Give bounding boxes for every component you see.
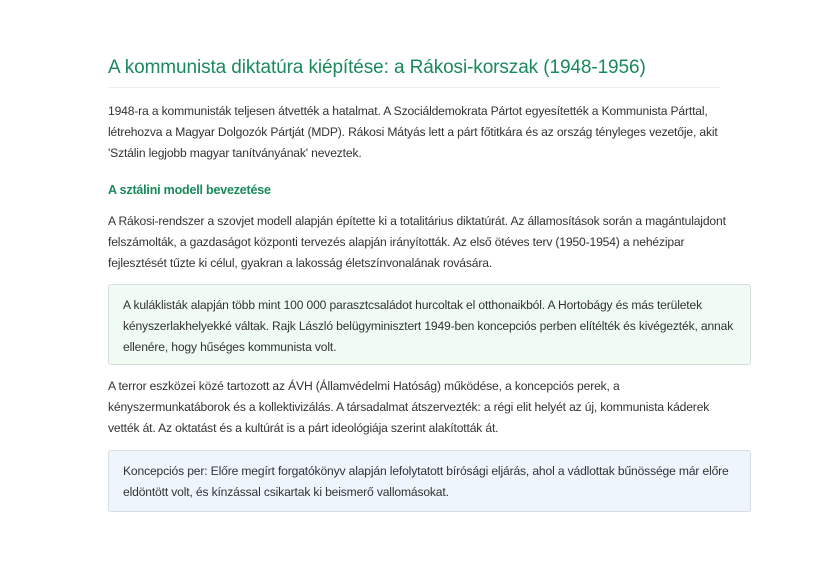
section-paragraph: A Rákosi-rendszer a szovjet modell alapján építette ki a totalitárius diktatúrát. Az államosítások során a magántulajdont felszámolták, a gazdaságot központi tervezés alapján irányították. Az első ötéves terv (1950-1954) a nehézipar fejlesztését tűzte ki célul, gyakran a lakosság életszínvonalának rovására.	[108, 214, 726, 270]
highlight-box: A kuláklisták alapján több mint 100 000 parasztcsaládot hurcoltak el otthonaikból. A Hortobágy és más területek kényszerlakhelyekké váltak. Rajk László belügyminisztert 1949-ben koncepciós perben elítélték és kivégezték, annak ellenére, hogy hűséges kommunista volt.	[108, 284, 751, 365]
terror-paragraph: A terror eszközei közé tartozott az ÁVH (Államvédelmi Hatóság) működése, a koncepciós perek, a kényszermunkatáborok és a kollektivizálás. A társadalmat átszervezték: a régi elit helyét az új, kommunista káderek vették át. Az oktatást és a kultúrát is a párt ideológiája szerint alakították át.	[108, 379, 710, 435]
section-heading: A sztálini modell bevezetése	[108, 183, 271, 197]
intro-paragraph: 1948-ra a kommunisták teljesen átvették a hatalmat. A Szociáldemokrata Pártot egyesítették a Kommunista Párttal, létrehozva a Magyar Dolgozók Pártját (MDP). Rákosi Mátyás lett a párt főtitkára és az ország tényleges vezetője, akit 'Sztálin legjobb magyar tanítványának' neveztek.	[108, 104, 718, 160]
definition-box: Koncepciós per: Előre megírt forgatókönyv alapján lefolytatott bírósági eljárás, ahol a vádlottak bűnössége már előre eldöntött volt, és kínzással csikartak ki beismerő vallomásokat.	[108, 450, 751, 512]
page-title: A kommunista diktatúra kiépítése: a Rákosi-korszak (1948-1956)	[108, 55, 720, 88]
